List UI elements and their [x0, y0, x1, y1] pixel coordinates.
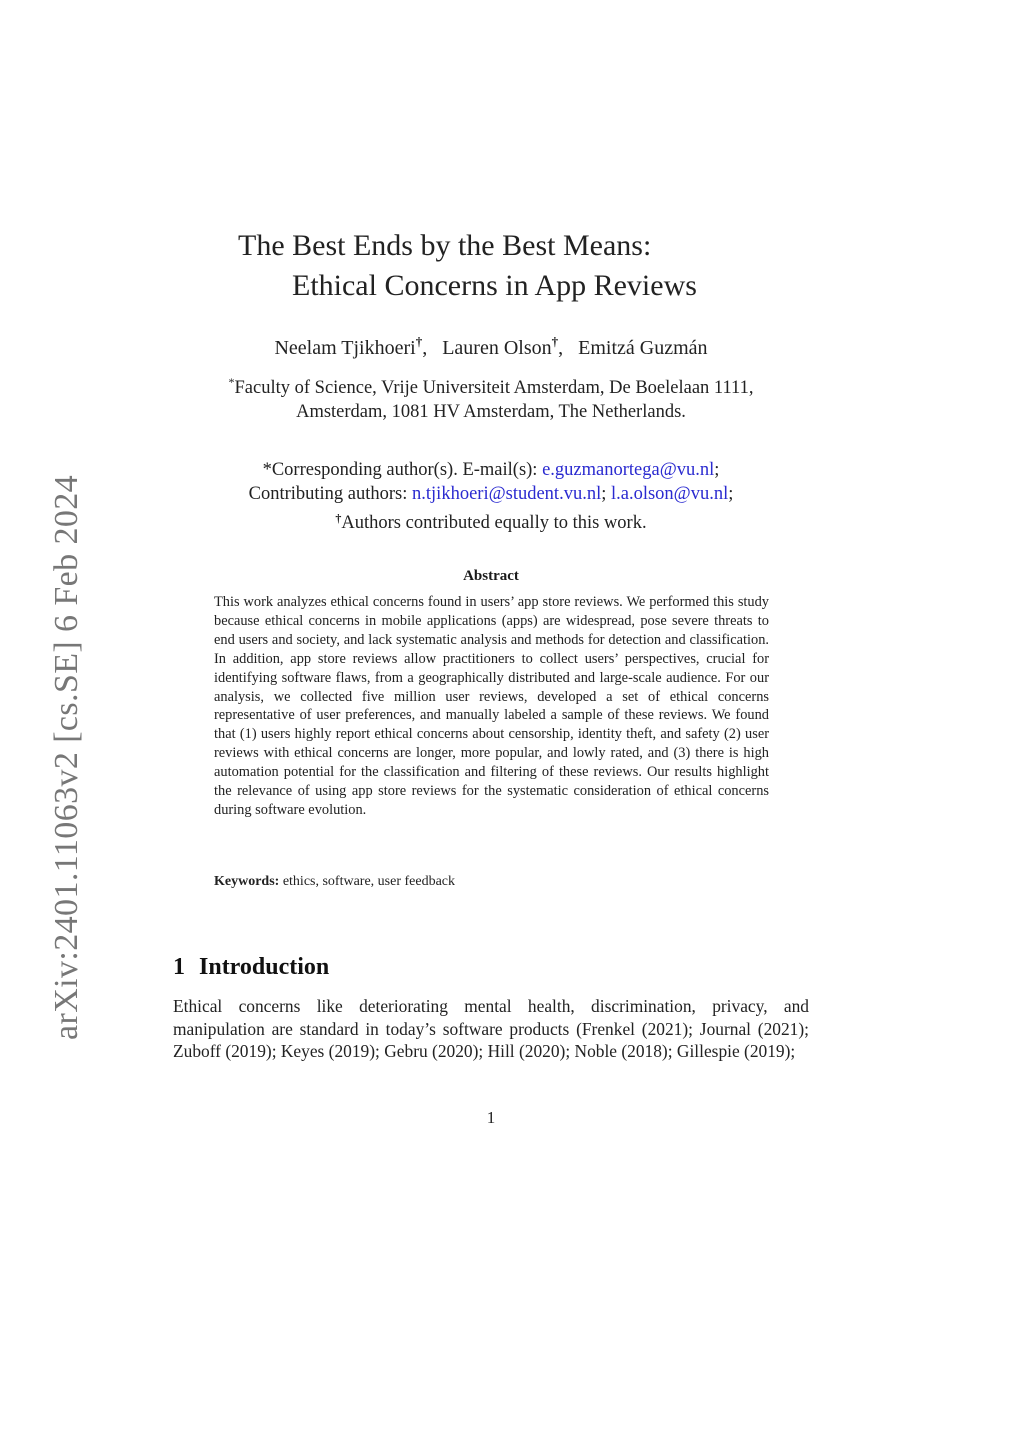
affiliation-mark: *	[228, 375, 235, 389]
keywords-text: ethics, software, user feedback	[279, 874, 456, 889]
keywords-line	[214, 874, 455, 890]
affiliation-line-2: Amsterdam, 1081 HV Amsterdam, The Netherlands.	[296, 402, 686, 423]
abstract-text: This work analyzes ethical concerns found in users’ app store reviews. We performed this study because ethical concerns in mobile applications (apps) are widespread, pose severe threats to end users and society, and lack systematic analysis and methods for detection and classification. In addition, app store reviews allow practitioners to collect users’ perspectives, crucial for identifying software flaws, from a geographically distributed and large-scale audience. For our analysis, we collected five million user reviews, developed a set of ethical concerns representative of user preferences, and manually labeled a sample of these reviews. We found that (1) users highly report ethical concerns about censorship, identity theft, and safety (2) user reviews with ethical concerns are longer, more popular, and lowly rated, and (3) there is high automation potential for the classification and filtering of these reviews. Our results highlight the relevance of using app store reviews for the systematic consideration of ethical concerns during software evolution.	[214, 594, 769, 818]
corresponding-author-line: *Corresponding author(s). E-mail(s): e.guzmanortega@vu.nl;	[262, 460, 720, 480]
section-number: 1	[173, 954, 185, 980]
author-list	[0, 334, 982, 360]
title-line-2: Ethical Concerns in App Reviews	[292, 269, 697, 302]
author-name: Lauren Olson	[442, 337, 552, 359]
corresponding-email-link[interactable]: e.guzmanortega@vu.nl	[542, 460, 715, 480]
affiliation-line-1: *Faculty of Science, Vrije Universiteit Amsterdam, De Boelelaan 1111,	[228, 375, 754, 399]
affiliation	[0, 370, 982, 424]
introduction-paragraph: Ethical concerns like deteriorating mental health, discrimination, privacy, and manipulation are standard in today’s software products (Frenkel (2021); Journal (2021); Zuboff (2019); Keyes (2019); Gebru (2020); Hill (2020); Noble (2018); Gillespie (2019);	[173, 996, 809, 1061]
author-name: Emitzá Guzmán	[578, 337, 708, 359]
equal-contribution-mark: †	[551, 334, 559, 349]
page-number: 1	[486, 1108, 496, 1127]
author-separator: ,	[558, 337, 574, 359]
author-separator: ,	[422, 337, 438, 359]
title-line-1: The Best Ends by the Best Means:	[238, 229, 652, 262]
abstract-heading: Abstract	[463, 568, 519, 584]
equal-contribution-mark: †	[415, 334, 423, 349]
keywords-label: Keywords:	[214, 874, 280, 889]
contributing-email-link-2[interactable]: l.a.olson@vu.nl	[610, 484, 729, 504]
equal-contribution-note: †Authors contributed equally to this work.	[335, 511, 647, 533]
section-heading	[173, 954, 329, 981]
contributing-email-link-1[interactable]: n.tjikhoeri@student.vu.nl	[412, 484, 602, 504]
contributing-authors-line: Contributing authors: n.tjikhoeri@student.vu.nl; l.a.olson@vu.nl;	[248, 484, 734, 504]
arxiv-identifier-stamp[interactable]: arXiv:2401.11063v2 [cs.SE] 6 Feb 2024	[48, 474, 85, 1040]
author-name: Neelam Tjikhoeri	[274, 337, 416, 359]
section-title: Introduction	[199, 954, 330, 980]
correspondence-block	[0, 458, 982, 535]
